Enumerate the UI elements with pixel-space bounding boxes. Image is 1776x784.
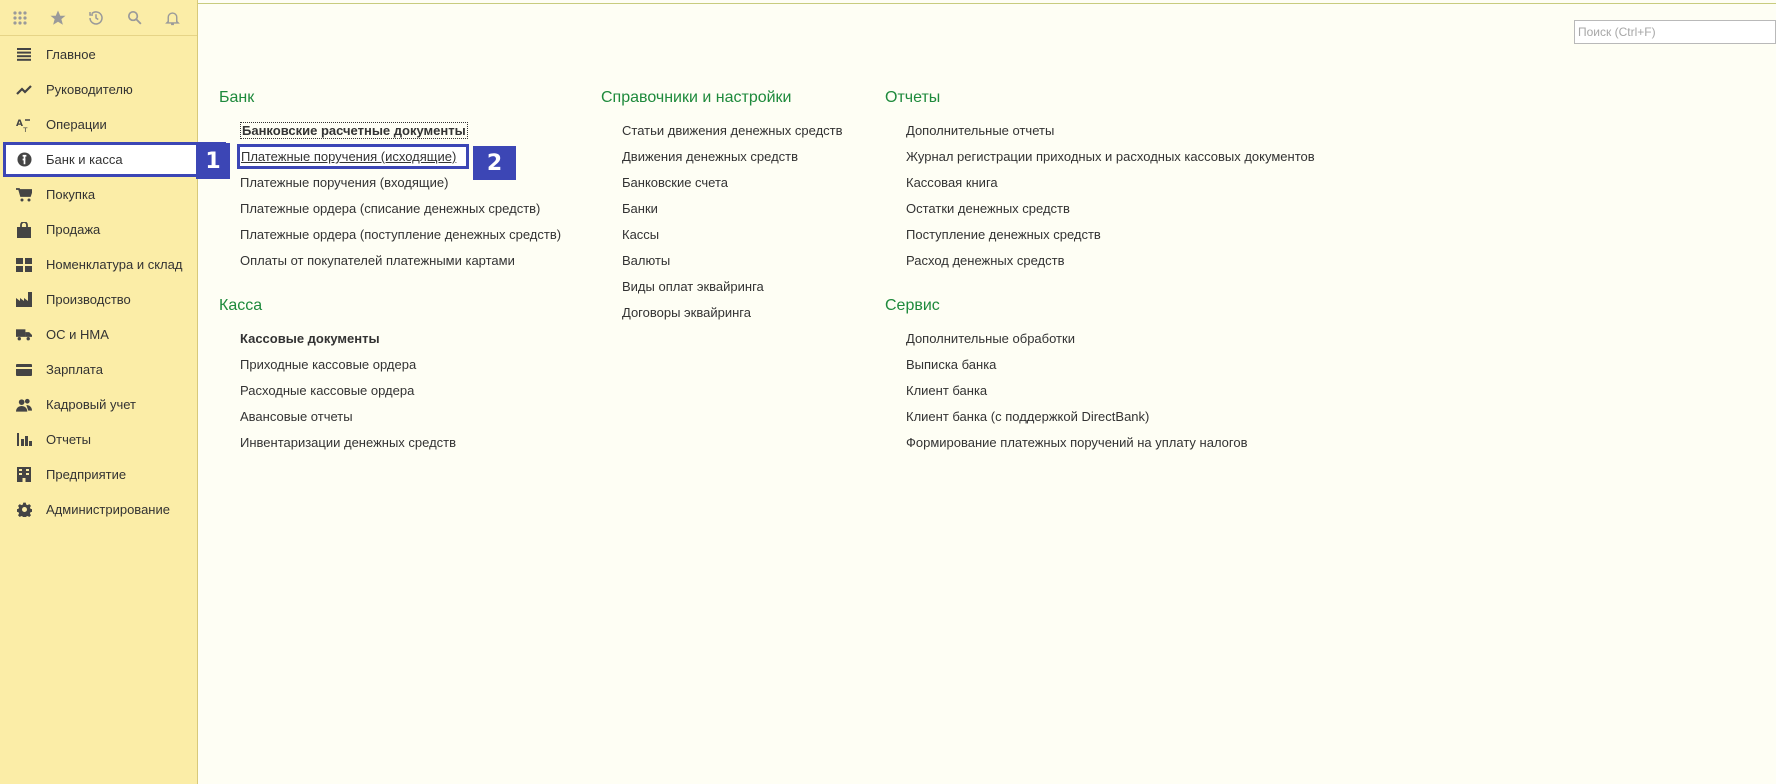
link-bank-documents[interactable]: Банковские расчетные документы: [242, 123, 466, 138]
link-bank-client[interactable]: Клиент банка: [906, 383, 988, 398]
link-cash-receipts[interactable]: Поступление денежных средств: [906, 227, 1101, 242]
link-additional-reports[interactable]: Дополнительные отчеты: [906, 123, 1055, 138]
link-cash-documents[interactable]: Кассовые документы: [240, 331, 380, 346]
star-icon[interactable]: [48, 8, 68, 28]
search-icon[interactable]: [124, 8, 144, 28]
operations-icon: [16, 117, 32, 133]
link-cash-desks[interactable]: Кассы: [622, 227, 660, 242]
svg-text:A: A: [16, 118, 23, 129]
sidebar-item-label: Операции: [46, 117, 107, 132]
link-tax-payment-orders[interactable]: Формирование платежных поручений на уплату налогов: [906, 435, 1248, 450]
sidebar-item-main[interactable]: [0, 37, 197, 72]
section-title: Сервис: [885, 297, 940, 314]
section-title: Отчеты: [885, 89, 941, 106]
link-cash-expenses[interactable]: Расход денежных средств: [906, 253, 1065, 268]
sidebar-item-nomenclature[interactable]: [0, 247, 197, 282]
link-acquiring-payment-types[interactable]: Виды оплат эквайринга: [622, 279, 764, 294]
link-outgoing-payment-orders[interactable]: Платежные поручения (исходящие): [240, 147, 466, 166]
sidebar-item-sales[interactable]: [0, 212, 197, 247]
sidebar-item-salary[interactable]: [0, 352, 197, 387]
section-service: [885, 297, 1248, 456]
link-payment-orders-receipt[interactable]: Платежные ордера (поступление денежных средств): [240, 227, 562, 242]
link-list: [240, 118, 561, 274]
top-divider: [198, 3, 1776, 4]
link-card-payments[interactable]: Оплаты от покупателей платежными картами: [240, 253, 515, 268]
link-cash-book[interactable]: Кассовая книга: [906, 175, 998, 190]
link-currencies[interactable]: Валюты: [622, 253, 671, 268]
factory-icon: [16, 292, 32, 308]
cart-icon: [16, 187, 32, 203]
sidebar-item-label: Кадровый учет: [46, 397, 136, 412]
step-marker-2: 2: [473, 146, 516, 180]
sidebar-item-label: Покупка: [46, 187, 96, 202]
link-cash-receipt-orders[interactable]: Приходные кассовые ордера: [240, 357, 417, 372]
link-payment-orders-debit[interactable]: Платежные ордера (списание денежных средств): [240, 201, 541, 216]
link-bank-statement[interactable]: Выписка банка: [906, 357, 997, 372]
history-icon[interactable]: [86, 8, 106, 28]
link-cash-flow-items[interactable]: Статьи движения денежных средств: [622, 123, 843, 138]
grid-icon: [16, 257, 32, 273]
sidebar-item-label: Администрирование: [46, 502, 170, 517]
sidebar-item-purchase[interactable]: [0, 177, 197, 212]
sidebar-item-hr[interactable]: [0, 387, 197, 422]
section-references: [601, 89, 843, 326]
apps-grid-icon[interactable]: [10, 8, 30, 28]
section-title: Справочники и настройки: [601, 89, 792, 106]
section-title: Касса: [219, 297, 263, 314]
sidebar-item-bank-and-cash[interactable]: [3, 142, 226, 177]
link-additional-processing[interactable]: Дополнительные обработки: [906, 331, 1075, 346]
sidebar-nav: [0, 37, 197, 527]
sidebar-item-fixed-assets[interactable]: [0, 317, 197, 352]
sidebar-item-label: ОС и НМА: [46, 327, 109, 342]
section-title: Банк: [219, 89, 255, 106]
step-marker-1: 1: [196, 143, 230, 179]
link-incoming-payment-orders[interactable]: Платежные поручения (входящие): [240, 175, 449, 190]
sidebar-item-label: Номенклатура и склад: [46, 257, 183, 272]
sidebar-item-enterprise[interactable]: [0, 457, 197, 492]
sidebar-item-label: Руководителю: [46, 82, 133, 97]
link-list: [240, 326, 456, 456]
link-list: [622, 118, 843, 326]
sidebar-item-label: Производство: [46, 292, 131, 307]
card-icon: [16, 362, 32, 378]
sidebar-item-administration[interactable]: [0, 492, 197, 527]
link-bank-accounts[interactable]: Банковские счета: [622, 175, 729, 190]
search-input[interactable]: [1574, 20, 1776, 44]
people-icon: [16, 397, 32, 413]
sidebar: [0, 0, 198, 784]
link-cash-movements[interactable]: Движения денежных средств: [622, 149, 799, 164]
sidebar-item-label: Продажа: [46, 222, 101, 237]
link-cash-balances[interactable]: Остатки денежных средств: [906, 201, 1070, 216]
svg-text:т: т: [23, 124, 28, 133]
bar-chart-icon: [16, 432, 32, 448]
section-bank: [219, 89, 561, 274]
bag-icon: [16, 222, 32, 238]
link-cash-journal[interactable]: Журнал регистрации приходных и расходных кассовых документов: [906, 149, 1315, 164]
sidebar-item-label: Главное: [46, 47, 96, 62]
truck-icon: [16, 327, 32, 343]
section-reports: [885, 89, 1315, 274]
link-list: [906, 326, 1248, 456]
link-bank-client-directbank[interactable]: Клиент банка (с поддержкой DirectBank): [906, 409, 1150, 424]
section-cash: [219, 297, 456, 456]
menu-icon: [16, 47, 32, 63]
gear-icon: [16, 502, 32, 518]
sidebar-item-operations[interactable]: [0, 107, 197, 142]
sidebar-item-label: Отчеты: [46, 432, 91, 447]
sidebar-item-label: Банк и касса: [46, 152, 123, 167]
bell-icon[interactable]: [162, 8, 182, 28]
sidebar-toolbar: [0, 0, 197, 36]
link-cash-expense-orders[interactable]: Расходные кассовые ордера: [240, 383, 415, 398]
sidebar-item-production[interactable]: [0, 282, 197, 317]
link-list: [906, 118, 1315, 274]
link-cash-inventory[interactable]: Инвентаризации денежных средств: [240, 435, 457, 450]
sidebar-item-manager[interactable]: [0, 72, 197, 107]
sidebar-item-label: Предприятие: [46, 467, 127, 482]
bank-icon: [16, 152, 32, 168]
link-acquiring-contracts[interactable]: Договоры эквайринга: [622, 305, 751, 320]
trend-icon: [16, 82, 32, 98]
building-icon: [16, 467, 32, 483]
link-advance-reports[interactable]: Авансовые отчеты: [240, 409, 353, 424]
sidebar-item-reports[interactable]: [0, 422, 197, 457]
sidebar-item-label: Зарплата: [46, 362, 103, 377]
link-banks[interactable]: Банки: [622, 201, 658, 216]
